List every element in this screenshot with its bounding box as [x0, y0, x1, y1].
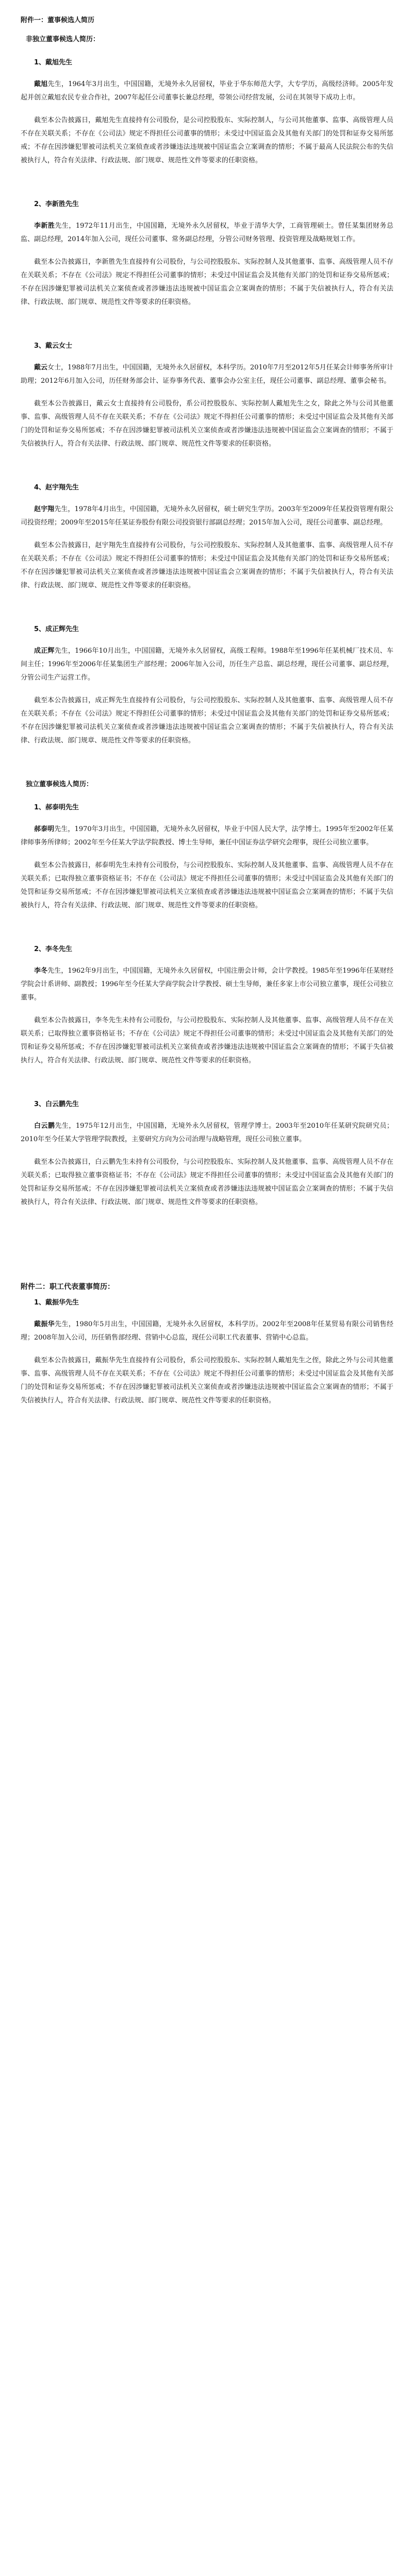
candidate-name: 李新胜: [34, 222, 55, 230]
candidate-bio-text: 先生，1980年5月出生，中国国籍，无境外永久居留权，本科学历。2002年至2008年任某贸易有限公司销售经理；2008年加入公司，历任销售部经理、营销中心总监，现任公司职工代表董事、营销中心总监。: [21, 1320, 393, 1342]
candidate-bio-text: 女士，1988年7月出生，中国国籍，无境外永久居留权，本科学历。2010年7月至2012年5月任某会计师事务所审计助理；2012年6月加入公司，历任财务部会计、证券事务代表、董事会办公室主任，现任公司董事、副总经理、董事会秘书。: [21, 364, 393, 385]
candidate-bio: [21, 219, 393, 246]
candidate-heading: 5、成正辉先生: [34, 625, 79, 633]
candidate-statement: 截至本公告披露日，白云鹏先生未持有公司股份，与公司控股股东、实际控制人及其他董事、监事、高级管理人员不存在关联关系；已取得独立董事资格证书；不存在《公司法》规定不得担任公司董事的情形；未受过中国证监会及其他有关部门的处罚和证券交易所惩戒；不存在因涉嫌犯罪被司法机关立案侦查或者涉嫌违法违规被中国证监会立案调查的情形；不属于失信被执行人，符合有关法律、行政法规、部门规章、规范性文件等要求的任职资格。: [21, 1158, 393, 1206]
candidate-bio-text: 先生，1966年10月出生，中国国籍，无境外永久居留权，高级工程师。1988年至1996年任某机械厂技术员、车间主任；1996年至2006年任某集团生产部经理；2006年加入公司，历任生产总监、副总经理，现任公司董事、副总经理，分管公司生产运营工作。: [21, 647, 393, 682]
candidate-bio-text: 先生，1962年9月出生，中国国籍，无境外永久居留权，中国注册会计师，会计学教授。1985年至1996年任某财经学院会计系讲师、副教授；1996年至今任某大学商学院会计学教授、硕士生导师，兼任多家上市公司独立董事，现任公司独立董事。: [21, 967, 393, 1002]
part1-title: 非独立董事候选人简历：: [26, 36, 100, 43]
candidate-statement: 截至本公告披露日，李冬先生未持有公司股份，与公司控股股东、实际控制人及其他董事、监事、高级管理人员不存在关联关系；已取得独立董事资格证书；不存在《公司法》规定不得担任公司董事的情形；未受过中国证监会及其他有关部门的处罚和证券交易所惩戒；不存在因涉嫌犯罪被司法机关立案侦查或者涉嫌违法违规被中国证监会立案调查的情形；不属于失信被执行人，符合有关法律、行政法规、部门规章、规范性文件等要求的任职资格。: [21, 1016, 393, 1064]
candidate-name: 戴振华: [34, 1320, 55, 1328]
candidate-bio-text: 先生，1978年4月出生，中国国籍，无境外永久居留权，硕士研究生学历。2003年至2009年任某投资管理有限公司投资经理；2009年至2015年任某证券股份有限公司投资银行部副总经理；2015年加入公司，现任公司董事、副总经理。: [21, 505, 393, 527]
candidate-heading: 3、戴云女士: [34, 342, 73, 350]
candidate-5: [21, 623, 393, 748]
part2-title: 独立董事候选人简历：: [26, 781, 93, 788]
candidate-bio: [21, 78, 393, 105]
candidate-name: 李冬: [34, 967, 48, 975]
candidate-name: 成正辉: [34, 647, 55, 655]
candidate-bio-text: 先生，1964年3月出生，中国国籍，无境外永久居留权，毕业于华东师范大学，大专学历，高级经济师。2005年发起并创立戴旭农民专业合作社，2007年起任公司董事长兼总经理，带领公司经营发展，公司在其领导下成功上市。: [21, 80, 393, 101]
candidate-heading: 2、李新胜先生: [34, 200, 79, 208]
independent-candidate-1: [21, 802, 393, 912]
candidate-heading: 1、戴振华先生: [34, 1299, 79, 1307]
candidate-heading: 3、白云鹏先生: [34, 1100, 79, 1108]
candidate-name: 赵宇翔: [34, 505, 55, 513]
employee-director-1: [21, 1297, 393, 1408]
candidate-heading: 1、戴旭先生: [34, 59, 73, 66]
section-spacer: [21, 1240, 393, 1281]
independent-candidate-3: [21, 1098, 393, 1209]
candidate-bio: [21, 823, 393, 850]
candidate-bio: [21, 1318, 393, 1345]
candidate-2: [21, 198, 393, 309]
candidate-name: 戴云: [34, 364, 48, 371]
candidate-bio-text: 先生，1972年11月出生，中国国籍，无境外永久居留权，毕业于清华大学，工商管理硕士。曾任某集团财务总监、副总经理，2014年加入公司，现任公司董事、常务副总经理，分管公司财务管理、投资管理及战略规划工作。: [21, 222, 393, 243]
candidate-bio-text: 先生，1970年3月出生，中国国籍，无境外永久居留权，毕业于中国人民大学，法学博士。1995年至2002年任某律师事务所律师；2002年至今任某大学法学院教授、博士生导师，兼任中国证券法学研究会理事，现任公司独立董事。: [21, 825, 393, 846]
independent-candidate-2: [21, 943, 393, 1067]
candidate-heading: 1、郝泰明先生: [34, 804, 79, 811]
candidate-bio: [21, 645, 393, 685]
candidate-bio: [21, 361, 393, 388]
candidate-bio: [21, 1120, 393, 1146]
candidate-name: 戴旭: [34, 80, 48, 88]
candidate-statement: 截至本公告披露日，李新胜先生直接持有公司股份，与公司控股股东、实际控制人及其他董事、监事、高级管理人员不存在关联关系；不存在《公司法》规定不得担任公司董事的情形；未受过中国证监会及其他有关部门的处罚和证券交易所惩戒；不存在因涉嫌犯罪被司法机关立案侦查或者涉嫌违法违规被中国证监会立案调查的情形；不属于失信被执行人，符合有关法律、行政法规、部门规章、规范性文件等要求的任职资格。: [21, 258, 393, 306]
candidate-name: 郝泰明: [34, 825, 55, 833]
candidate-name: 白云鹏: [34, 1122, 55, 1130]
candidate-bio-text: 先生，1975年12月出生，中国国籍，无境外永久居留权，管理学博士。2003年至2010年任某研究院研究员；2010年至今任某大学管理学院教授，主要研究方向为公司治理与战略管理，现任公司独立董事。: [21, 1122, 393, 1143]
candidate-statement: 截至本公告披露日，戴旭先生直接持有公司股份，是公司控股股东、实际控制人，与公司其他董事、监事、高级管理人员不存在关联关系；不存在《公司法》规定不得担任公司董事的情形；未受过中国证监会及其他有关部门的处罚和证券交易所惩戒；不存在因涉嫌犯罪被司法机关立案侦查或者涉嫌违法违规被中国证监会立案调查的情形；不属于最高人民法院公布的失信被执行人，符合有关法律、行政法规、部门规章、规范性文件等要求的任职资格。: [21, 116, 393, 164]
document-header: 附件一：董事候选人简历: [21, 16, 95, 24]
candidate-statement: 截至本公告披露日，戴云女士直接持有公司股份，系公司控股股东、实际控制人戴旭先生之女，除此之外与公司其他董事、监事、高级管理人员不存在关联关系；不存在《公司法》规定不得担任公司董事的情形；未受过中国证监会及其他有关部门的处罚和证券交易所惩戒；不存在因涉嫌犯罪被司法机关立案侦查或者涉嫌违法违规被中国证监会立案调查的情形；不属于失信被执行人，符合有关法律、行政法规、部门规章、规范性文件等要求的任职资格。: [21, 400, 393, 448]
candidate-4: [21, 482, 393, 592]
candidate-heading: 2、李冬先生: [34, 945, 73, 953]
candidate-statement: 截至本公告披露日，成正辉先生直接持有公司股份，与公司控股股东、实际控制人及其他董事、监事、高级管理人员不存在关联关系；不存在《公司法》规定不得担任公司董事的情形；未受过中国证监会及其他有关部门的处罚和证券交易所惩戒；不存在因涉嫌犯罪被司法机关立案侦查或者涉嫌违法违规被中国证监会立案调查的情形；不属于失信被执行人，符合有关法律、行政法规、部门规章、规范性文件等要求的任职资格。: [21, 697, 393, 744]
candidate-bio: [21, 503, 393, 530]
candidate-statement: 截至本公告披露日，赵宇翔先生直接持有公司股份，与公司控股股东、实际控制人及其他董事、监事、高级管理人员不存在关联关系；不存在《公司法》规定不得担任公司董事的情形；未受过中国证监会及其他有关部门的处罚和证券交易所惩戒；不存在因涉嫌犯罪被司法机关立案侦查或者涉嫌违法违规被中国证监会立案调查的情形；不属于失信被执行人，符合有关法律、行政法规、部门规章、规范性文件等要求的任职资格。: [21, 541, 393, 589]
candidate-statement: 截至本公告披露日，戴振华先生直接持有公司股份，系公司控股股东、实际控制人戴旭先生之侄，除此之外与公司其他董事、监事、高级管理人员不存在关联关系；不存在《公司法》规定不得担任公司董事的情形；未受过中国证监会及其他有关部门的处罚和证券交易所惩戒；不存在因涉嫌犯罪被司法机关立案侦查或者涉嫌违法违规被中国证监会立案调查的情形；不属于失信被执行人，符合有关法律、行政法规、部门规章、规范性文件等要求的任职资格。: [21, 1357, 393, 1404]
candidate-statement: 截至本公告披露日，郝泰明先生未持有公司股份，与公司控股股东、实际控制人及其他董事、监事、高级管理人员不存在关联关系；已取得独立董事资格证书；不存在《公司法》规定不得担任公司董事的情形；未受过中国证监会及其他有关部门的处罚和证券交易所惩戒；不存在因涉嫌犯罪被司法机关立案侦查或者涉嫌违法违规被中国证监会立案调查的情形；不属于失信被执行人，符合有关法律、行政法规、部门规章、规范性文件等要求的任职资格。: [21, 861, 393, 909]
candidate-3: [21, 340, 393, 451]
part3-title: 附件二：职工代表董事简历：: [21, 1283, 114, 1291]
candidate-1: [21, 57, 393, 167]
candidate-bio: [21, 964, 393, 1005]
candidate-heading: 4、赵宇翔先生: [34, 484, 79, 492]
